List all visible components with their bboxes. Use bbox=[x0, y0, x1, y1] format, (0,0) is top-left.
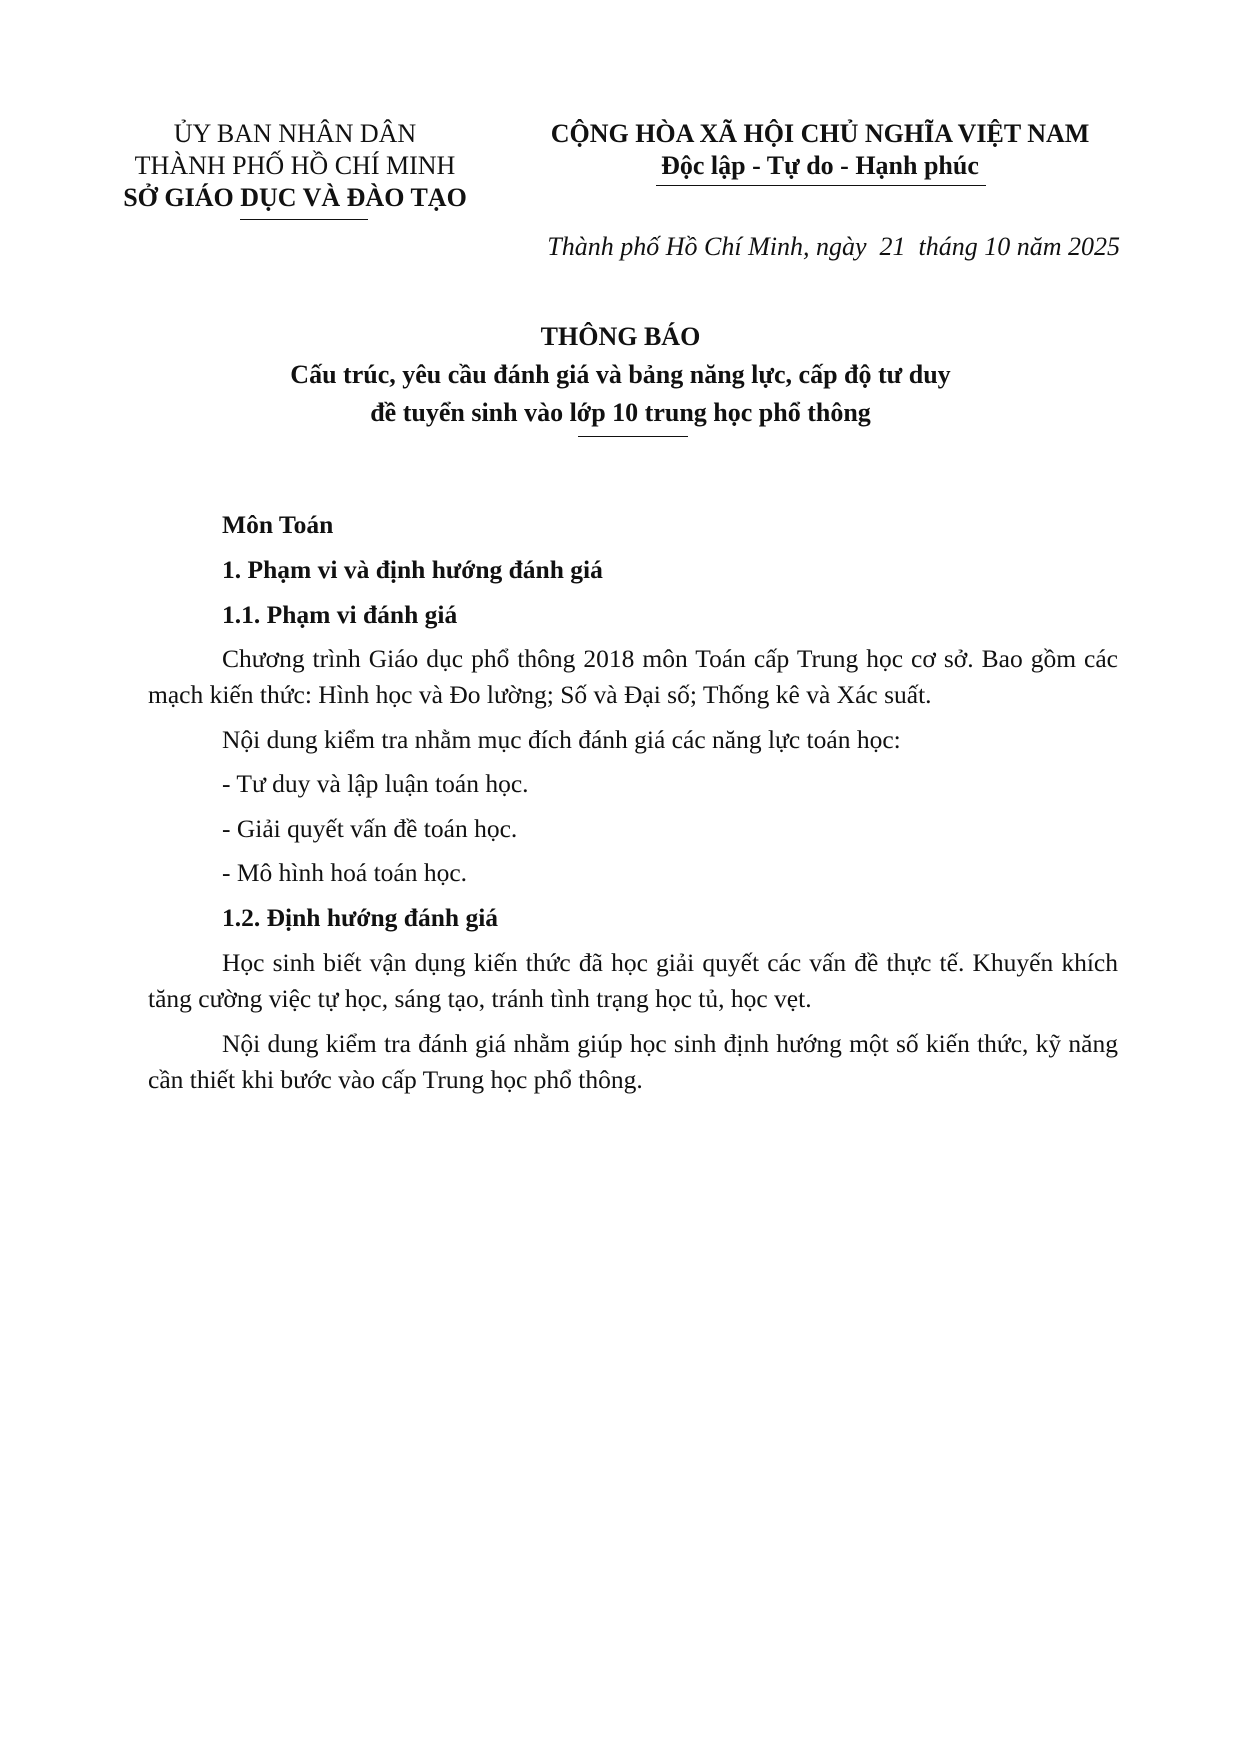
agency-line-3: SỞ GIÁO DỤC VÀ ĐÀO TẠO bbox=[123, 183, 467, 212]
agency-underline bbox=[240, 219, 368, 220]
bullet-item-2: - Giải quyết vấn đề toán học. bbox=[222, 814, 518, 843]
paragraph-scope: Chương trình Giáo dục phổ thông 2018 môn Toán cấp Trung học cơ sở. Bao gồm các mạch kiến thức: Hình học và Đo lường; Số và Đại số; Thống kê và Xác suất. bbox=[148, 644, 1118, 709]
section-heading-1-2: 1.2. Định hướng đánh giá bbox=[222, 903, 499, 932]
national-motto: Độc lập - Tự do - Hạnh phúc bbox=[661, 151, 979, 180]
subject-heading: Môn Toán bbox=[222, 510, 334, 539]
bullet-item-1: - Tư duy và lập luận toán học. bbox=[222, 769, 529, 798]
document-title: THÔNG BÁO bbox=[540, 322, 701, 351]
document-subtitle-line-1: Cấu trúc, yêu cầu đánh giá và bảng năng lực, cấp độ tư duy bbox=[290, 360, 951, 389]
date-text: Thành phố Hồ Chí Minh, ngày 21 tháng 10 năm 2025 bbox=[547, 232, 1120, 261]
bullet-item-3: - Mô hình hoá toán học. bbox=[222, 858, 468, 887]
document-date bbox=[520, 232, 1120, 262]
paragraph-orientation: Học sinh biết vận dụng kiến thức đã học giải quyết các vấn đề thực tế. Khuyến khích tăng cường việc tự học, sáng tạo, tránh tình trạng học tủ, học vẹt. bbox=[148, 948, 1118, 1013]
agency-line-2: THÀNH PHỐ HỒ CHÍ MINH bbox=[134, 151, 456, 180]
document-subtitle-line-2: đề tuyển sinh vào lớp 10 trung học phổ thông bbox=[370, 398, 871, 427]
title-underline bbox=[578, 436, 688, 437]
issuing-agency-block bbox=[95, 118, 495, 214]
paragraph-competencies: Nội dung kiểm tra nhằm mục đích đánh giá các năng lực toán học: bbox=[222, 725, 901, 754]
document-title-block bbox=[0, 318, 1241, 432]
agency-line-1: ỦY BAN NHÂN DÂN bbox=[173, 119, 417, 148]
section-heading-1-1: 1.1. Phạm vi đánh giá bbox=[222, 600, 458, 629]
paragraph-skills: Nội dung kiểm tra đánh giá nhằm giúp học sinh định hướng một số kiến thức, kỹ năng cần thiết khi bước vào cấp Trung học phổ thông. bbox=[148, 1029, 1118, 1094]
national-motto-block bbox=[520, 118, 1120, 182]
motto-underline bbox=[656, 185, 986, 186]
country-name: CỘNG HÒA XÃ HỘI CHỦ NGHĨA VIỆT NAM bbox=[550, 119, 1090, 148]
section-heading-1: 1. Phạm vi và định hướng đánh giá bbox=[222, 555, 603, 584]
